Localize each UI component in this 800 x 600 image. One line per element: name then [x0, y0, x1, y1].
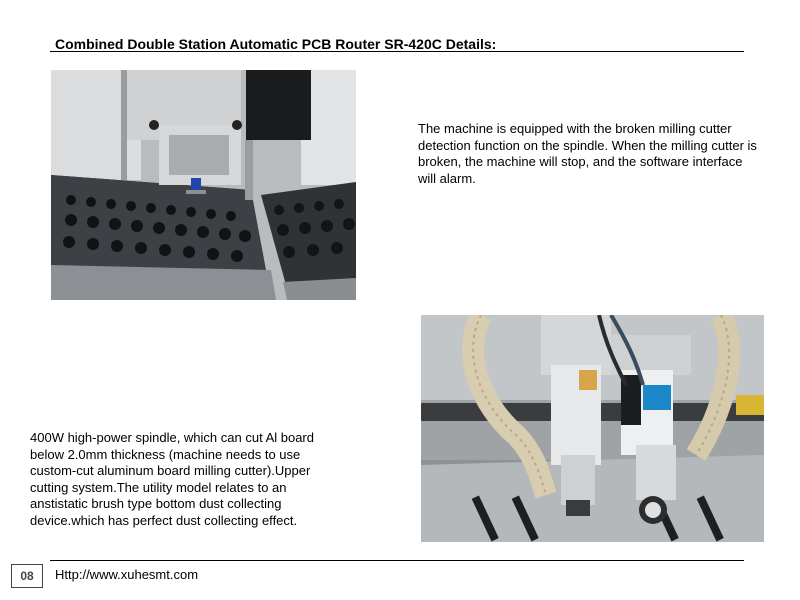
website-link[interactable]: Http://www.xuhesmt.com [55, 567, 199, 582]
page-title: Combined Double Station Automatic PCB Router SR-420C Details: [55, 36, 497, 52]
spindle-milling-cutter-photo [51, 70, 356, 300]
title-divider [50, 51, 744, 52]
page-number: 08 [11, 564, 43, 588]
dual-spindle-dust-collection-photo [421, 315, 764, 542]
footer-divider [50, 560, 744, 561]
spindle-power-description: 400W high-power spindle, which can cut Al board below 2.0mm thickness (machine needs to use custom-cut aluminum board milling cutter).Upper cutting system.The utility model relates to an anstistatic brush type bottom dust collecting device.which has perfect dust collecting effect. [30, 430, 314, 528]
spindle-detection-description: The machine is equipped with the broken milling cutter detection function on the spindle. When the milling cutter is broken, the machine will stop, and the software interface will alarm. [418, 121, 757, 186]
